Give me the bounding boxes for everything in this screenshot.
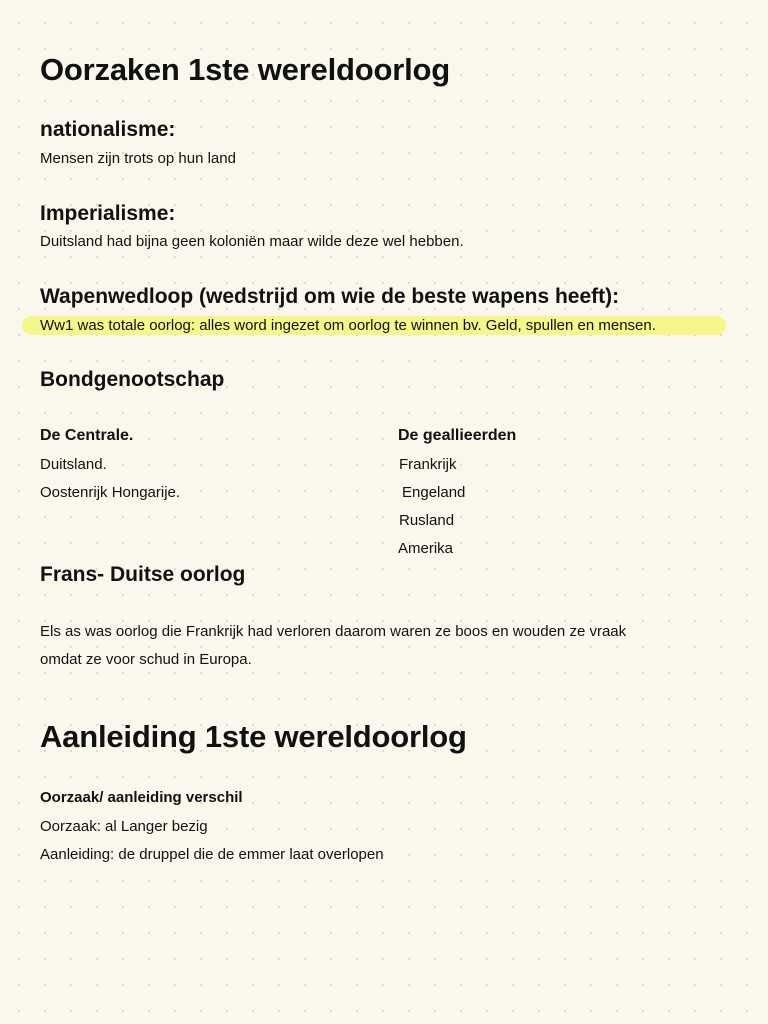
text-aanleiding: Aanleiding: de druppel die de emmer laat overlopen — [40, 846, 384, 863]
text-oorzaak: Oorzaak: al Langer bezig — [40, 818, 208, 835]
text-imperialisme: Duitsland had bijna geen koloniën maar wilde deze wel hebben. — [40, 233, 464, 250]
centrale-item: Oostenrijk Hongarije. — [40, 484, 181, 501]
text-frans-duitse-line1: Els as was oorlog die Frankrijk had verloren daarom waren ze boos en wouden ze vraak — [40, 623, 627, 640]
heading-wapenwedloop: Wapenwedloop (wedstrijd om wie de beste wapens heeft): — [40, 285, 620, 308]
text-nationalisme: Mensen zijn trots op hun land — [40, 150, 236, 167]
heading-frans-duitse: Frans- Duitse oorlog — [40, 563, 246, 586]
geallieerden-item: Engeland — [402, 484, 466, 501]
text-wapenwedloop: Ww1 was totale oorlog: alles word ingezet om oorlog te winnen bv. Geld, spullen en mensen. — [40, 317, 656, 334]
heading-bondgenootschap: Bondgenootschap — [40, 368, 225, 391]
heading-imperialisme: Imperialisme: — [40, 202, 176, 225]
geallieerden-item: Rusland — [399, 512, 455, 529]
heading-nationalisme: nationalisme: — [40, 118, 176, 141]
text-frans-duitse-line2: omdat ze voor schud in Europa. — [40, 651, 252, 668]
geallieerden-item: Amerika — [398, 540, 454, 557]
title-oorzaken: Oorzaken 1ste wereldoorlog — [40, 52, 450, 87]
heading-verschil: Oorzaak/ aanleiding verschil — [40, 789, 243, 806]
centrale-item: Duitsland. — [40, 456, 107, 473]
geallieerden-header: De geallieerden — [398, 427, 517, 444]
geallieerden-item: Frankrijk — [399, 456, 457, 473]
title-aanleiding: Aanleiding 1ste wereldoorlog — [40, 719, 467, 754]
centrale-header: De Centrale. — [40, 427, 134, 444]
